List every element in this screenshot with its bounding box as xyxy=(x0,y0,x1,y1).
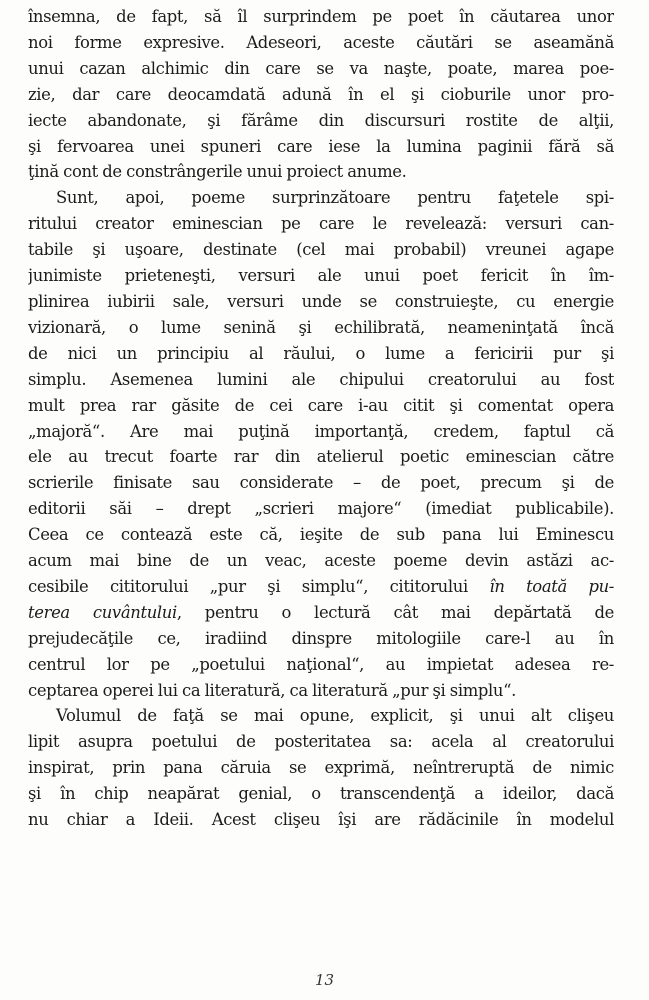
italic-phrase: terea cuvântului xyxy=(28,602,177,622)
paragraph-1 xyxy=(28,4,614,185)
text-line: şi în chip neapărat genial, o transcendenţă a ideilor, dacă xyxy=(28,784,614,804)
text-line: acum mai bine de un veac, aceste poeme devin astăzi ac- xyxy=(28,551,614,571)
text-line: scrierile finisate sau considerate – de poet, precum şi de xyxy=(28,473,614,493)
text-line: unui cazan alchimic din care se va naşte, poate, marea poe- xyxy=(28,58,614,78)
paragraph-2 xyxy=(28,185,614,703)
text-line: însemna, de fapt, să îl surprindem pe poet în căutarea unor xyxy=(28,7,614,26)
paragraph-3 xyxy=(28,703,614,833)
text-line: Ceea ce contează este că, ieşite de sub pana lui Eminescu xyxy=(28,525,614,545)
page-number: 13 xyxy=(314,971,335,989)
text-line: zie, dar care deocamdată adună în el şi cioburile unor pro- xyxy=(28,84,614,104)
text-line: lipit asupra poetului de posteritatea sa: acela al creatorului xyxy=(28,732,614,752)
text-line: Volumul de faţă se mai opune, explicit, şi unui alt clişeu xyxy=(56,706,614,726)
text-line: junimiste prieteneşti, versuri ale unui poet fericit în îm- xyxy=(28,266,614,286)
text-line: Sunt, apoi, poeme surprinzătoare pentru faţetele spi- xyxy=(56,188,614,208)
text-line: centrul lor pe „poetului naţional“, au impietat adesea re- xyxy=(28,654,614,674)
text-line: iecte abandonate, şi fărâme din discursuri rostite de alţii, xyxy=(28,110,614,130)
text-line: ceptarea operei lui ca literatură, ca literatură „pur şi simplu“. xyxy=(28,680,517,700)
text-line: simplu. Asemenea lumini ale chipului creatorului au fost xyxy=(28,369,614,389)
text-line: inspirat, prin pana căruia se exprimă, neîntreruptă de nimic xyxy=(28,758,614,778)
text-line: prejudecăţile ce, iradiind dinspre mitologiile care-l au în xyxy=(28,628,614,648)
body-text xyxy=(28,4,614,833)
text-line: noi forme expresive. Adeseori, aceste căutări se aseamănă xyxy=(28,32,614,52)
text-line: plinirea iubirii sale, versuri unde se construieşte, cu energie xyxy=(28,291,614,311)
text-line: ritului creator eminescian pe care le revelează: versuri can- xyxy=(28,214,614,234)
text-line: editorii săi – drept „scrieri majore“ (imediat publicabile). xyxy=(28,499,614,519)
text-segment: , pentru o lectură cât mai depărtată de xyxy=(176,602,614,622)
text-line: „majoră“. Are mai puţină importanţă, credem, faptul că xyxy=(28,421,614,441)
text-line: vizionară, o lume senină şi echilibrată, neameninţată încă xyxy=(28,317,614,337)
text-line xyxy=(28,600,614,626)
text-line: ţină cont de constrângerile unui proiect anume. xyxy=(28,162,407,182)
text-segment: cesibile cititorului „pur şi simplu“, cititorului xyxy=(28,576,468,596)
text-line xyxy=(28,574,614,600)
text-line: mult prea rar găsite de cei care i-au citit şi comentat opera xyxy=(28,395,614,415)
text-line: şi fervoarea unei spuneri care iese la lumina paginii fără să xyxy=(28,136,614,156)
text-line: tabile şi uşoare, destinate (cel mai probabil) vreunei agape xyxy=(28,240,614,260)
text-line: nu chiar a Ideii. Acest clişeu îşi are rădăcinile în modelul xyxy=(28,810,614,830)
text-line: de nici un principiu al răului, o lume a fericirii pur şi xyxy=(28,343,614,363)
italic-phrase: în toată pu- xyxy=(489,576,614,596)
text-line: ele au trecut foarte rar din atelierul poetic eminescian către xyxy=(28,447,614,467)
